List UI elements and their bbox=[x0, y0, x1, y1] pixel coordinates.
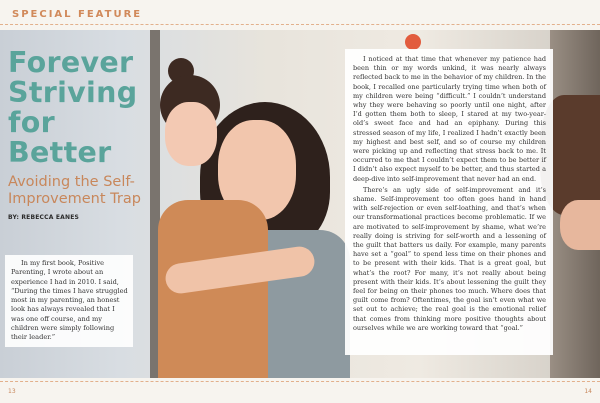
photo-red-object bbox=[405, 34, 421, 50]
body-paragraph-2: There’s an ugly side of self-improvement and it’s shame. Self-improvement too often goes hand in hand with self-rejection or even self-loathing, and that’s when our transformational practices become problematic. If we are motivated to self-improvement by shame, what we’re really doing is striving for self-worth and a lessening of the guilt that batters us daily. For example, many parents have set a “goal” to spend less time on their phones and to be present with their kids. That is a great goal, but what’s the root? For many, it’s not really about being present with their kids. It’s about lessening the guilt they feel for being on their phones too much. Where does that guilt come from? Oftentimes, the goal isn’t even what we set out to achieve; the real goal is the emotional relief that comes from thinking more positive thoughts about ourselves while we are working toward that “goal.” bbox=[353, 185, 546, 332]
intro-paragraph: In my first book, Positive Parenting, I wrote about an experience I had in 2010. I said, “During the times I have struggled most in my parenting, an honest look has always revealed that I was one off course, and my children were simply following their leader.” bbox=[11, 259, 128, 342]
article-byline: BY: REBECCA EANES bbox=[8, 214, 80, 221]
photo-girl-face bbox=[165, 102, 217, 166]
photo-reflection-face bbox=[560, 200, 600, 250]
intro-text-box bbox=[5, 255, 133, 347]
top-divider bbox=[0, 24, 600, 26]
page-number-right: 14 bbox=[584, 388, 592, 395]
title-block bbox=[8, 48, 148, 221]
section-label: SPECIAL FEATURE bbox=[12, 9, 143, 20]
body-paragraph-1: I noticed at that time that whenever my patience had been thin or my words unkind, it was nearly always reflected back to me in the behavior of my children. In the book, I recalled one particularly trying time when both of my children were being “difficult.” I couldn’t understand why they were behaving so poorly until one night, after I’d gotten them both to sleep, I stared at my two-year-old’s sweet face and had an epiphany. During this stressed season of my life, I realized I hadn’t exactly been my highest and best self, and so of course my children were picking up and reflecting that stress back to me. It occurred to me that I couldn’t expect them to be better if I didn’t also expect myself to be better, and thus started a deep-dive into self-improvement that never had an end. bbox=[353, 55, 546, 183]
article-title: Forever Striving for Better bbox=[8, 46, 138, 169]
bottom-divider bbox=[0, 381, 600, 383]
page-number-left: 13 bbox=[8, 388, 16, 395]
body-text-box bbox=[345, 49, 553, 355]
article-subtitle: Avoiding the Self-Improvement Trap bbox=[8, 174, 141, 207]
